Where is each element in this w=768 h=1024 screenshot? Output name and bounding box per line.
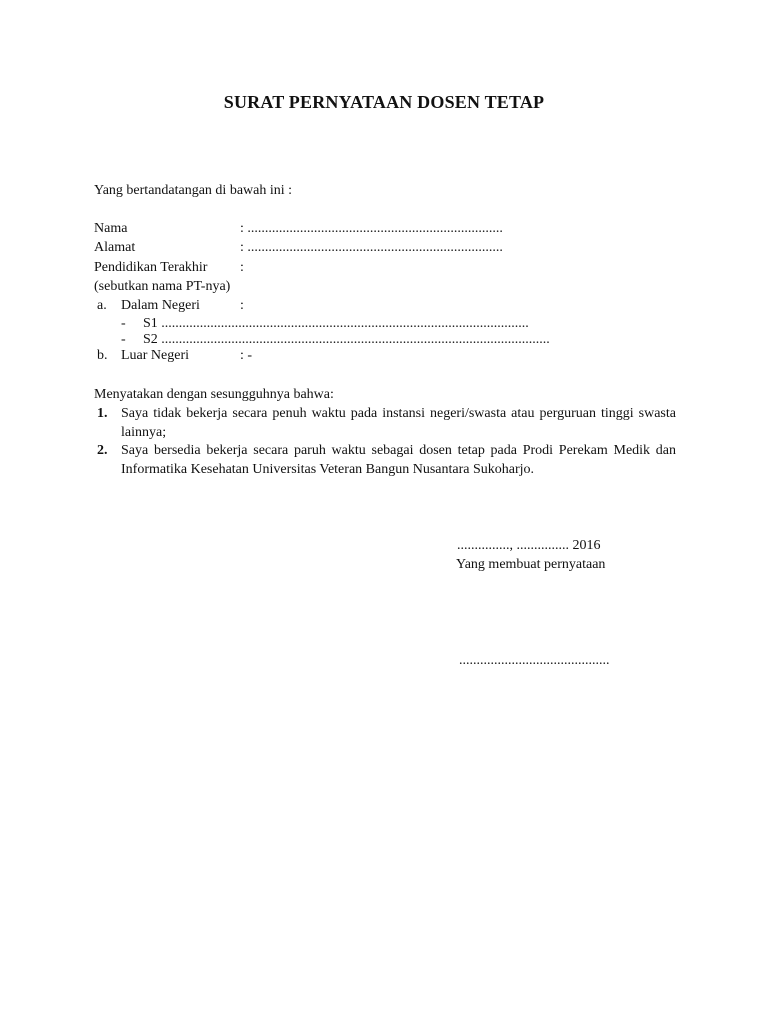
statement-item (94, 441, 676, 481)
nama-label: Nama (94, 221, 128, 236)
dalam-negeri-value: : (240, 298, 244, 313)
pendidikan-label: Pendidikan Terakhir (94, 260, 208, 275)
statement-number: 2. (97, 443, 108, 458)
maker-label: Yang membuat pernyataan (456, 557, 606, 572)
s2-dash: - (121, 332, 126, 347)
date-line: ..............., ............... 2016 (457, 538, 601, 553)
statement-intro: Menyatakan dengan sesungguhnya bahwa: (94, 387, 334, 402)
statement-text: Saya tidak bekerja secara penuh waktu pada instansi negeri/swasta atau perguruan tinggi swasta lainnya; (121, 406, 676, 440)
luar-negeri-label: Luar Negeri (121, 348, 190, 363)
s2-line: S2 ............................................................................................................... (143, 332, 550, 347)
statement-item (94, 404, 676, 444)
nama-value: : ......................................................................... (240, 221, 503, 236)
item-b-marker: b. (97, 348, 108, 363)
signature-name-line: ........................................... (459, 653, 610, 668)
s1-dash: - (121, 316, 126, 331)
item-a-marker: a. (97, 298, 107, 313)
document-title: SURAT PERNYATAAN DOSEN TETAP (223, 92, 545, 112)
alamat-value: : ......................................................................... (240, 240, 503, 255)
sebutkan-label: (sebutkan nama PT-nya) (94, 279, 231, 294)
statement-number: 1. (97, 406, 108, 421)
intro-text: Yang bertandatangan di bawah ini : (94, 183, 293, 198)
statement-text: Saya bersedia bekerja secara paruh waktu sebagai dosen tetap pada Prodi Perekam Medik dan Informatika Kesehatan Universitas Veteran Bangun Nusantara Sukoharjo. (121, 443, 676, 477)
luar-negeri-value: : - (240, 348, 253, 363)
s1-line: S1 ......................................................................................................... (143, 316, 529, 331)
dalam-negeri-label: Dalam Negeri (121, 298, 200, 313)
pendidikan-value: : (240, 260, 244, 275)
alamat-label: Alamat (94, 240, 136, 255)
